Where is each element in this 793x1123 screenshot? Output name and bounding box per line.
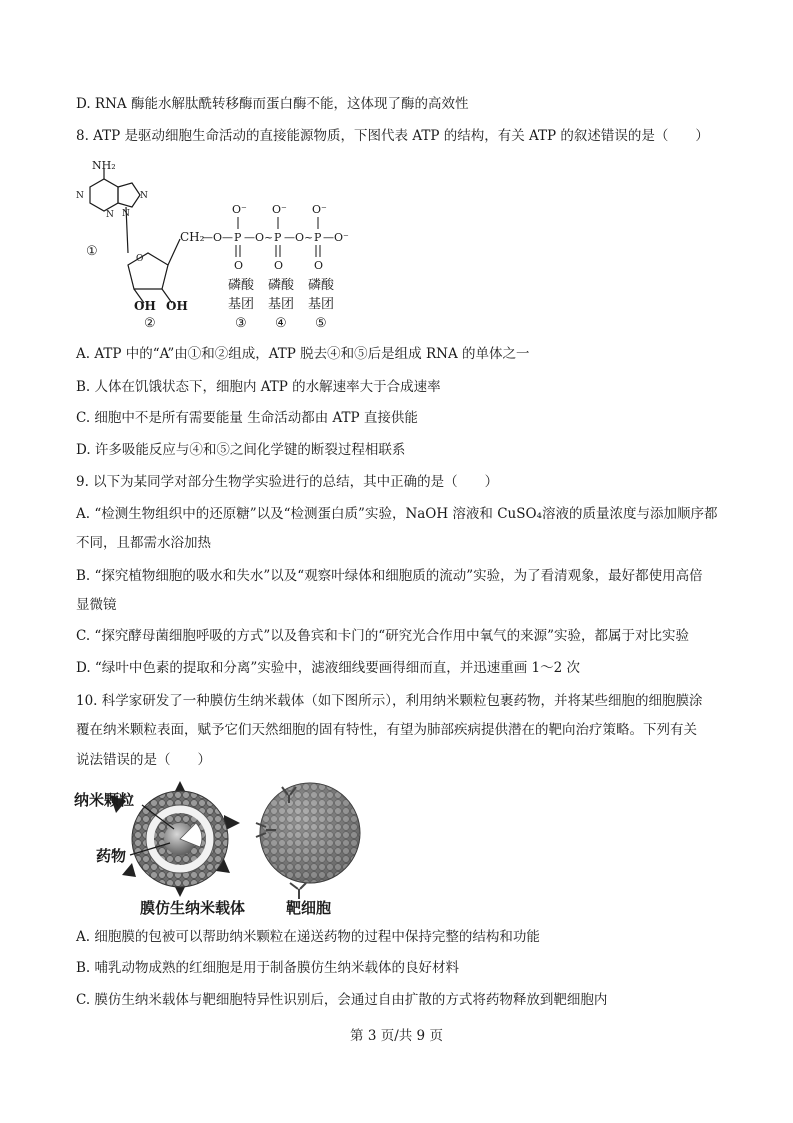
ribose-ring [128,239,180,303]
q10-option-b: B. 哺乳动物成熟的红细胞是用于制备膜仿生纳米载体的良好材料 [76,960,460,976]
q9-option-c: C. “探究酵母菌细胞呼吸的方式”以及鲁宾和卡门的“研究光合作用中氧气的来源”实验，都属于对比实验 [76,628,690,644]
q10-option-c: C. 膜仿生纳米载体与靶细胞特异性识别后，会通过自由扩散的方式将药物释放到靶细胞内 [76,992,608,1008]
svg-text:N: N [106,210,114,220]
nanoparticle-label: 纳米颗粒 [74,791,135,809]
oh-label-2: OH [166,299,188,313]
q9-option-d: D. “绿叶中色素的提取和分离”实验中，滤液细线要画得细而直，并迅速重画 1～2 次 [76,660,580,676]
svg-text:—O~: —O~ [244,231,274,244]
q9-stem: 9. 以下为某同学对部分生物学实验进行的总结，其中正确的是（ ） [76,474,499,490]
q8-option-d: D. 许多吸能反应与④和⑤之间化学键的断裂过程相联系 [76,442,406,458]
base-marker: ① [86,244,98,259]
svg-text:—O~: —O~ [284,231,314,244]
nh2-label: NH₂ [92,159,116,172]
q8-option-b: B. 人体在饥饿状态下，细胞内 ATP 的水解速率大于合成速率 [76,379,441,395]
svg-text:P: P [234,231,242,244]
svg-text:P: P [314,231,322,244]
q9-option-a-line2: 不同，且都需水浴加热 [76,535,211,551]
atp-structure-figure [70,155,390,335]
svg-text:N: N [140,191,148,201]
target-cell [256,783,360,899]
q10-stem-line3: 说法错误的是（ ） [76,752,211,768]
q9-option-b-line2: 显微镜 [76,597,117,613]
svg-text:O: O [274,259,284,272]
drug-label: 药物 [96,847,127,865]
phosphate-word-5a: 磷酸 [308,278,335,293]
phosphate-marker-3: ③ [235,316,247,331]
svg-text:—O⁻: —O⁻ [323,231,349,244]
q9-option-a-line1: A. “检测生物组织中的还原糖”以及“检测蛋白质”实验，NaOH 溶液和 CuSO₄溶液的质量浓度与添加顺序都 [76,506,718,522]
oh-label-1: OH [134,299,156,313]
q10-option-a: A. 细胞膜的包被可以帮助纳米颗粒在递送药物的过程中保持完整的结构和功能 [76,929,540,945]
ch2-label: CH₂ [180,230,205,244]
q8-option-a: A. ATP 中的“A”由①和②组成，ATP 脱去④和⑤后是组成 RNA 的单体之一 [76,346,530,362]
svg-text:O⁻: O⁻ [312,203,327,216]
q10-stem-line1: 10. 科学家研发了一种膜仿生纳米载体（如下图所示），利用纳米颗粒包裹药物，并将某些细胞的细胞膜涂 [76,693,703,709]
svg-text:O: O [136,254,144,264]
svg-text:N: N [122,209,130,219]
nanocarrier-figure [70,775,390,925]
q9-option-b-line1: B. “探究植物细胞的吸水和失水”以及“观察叶绿体和细胞质的流动”实验，为了看清观象，最好都使用高倍 [76,568,703,584]
phosphate-word-4b: 基团 [268,297,295,312]
q10-stem-line2: 覆在纳米颗粒表面，赋予它们天然细胞的固有特性，有望为肺部疾病提供潜在的靶向治疗策略。下列有关 [76,722,697,738]
phosphate-word-3a: 磷酸 [228,278,255,293]
svg-text:P: P [274,231,282,244]
phosphate-chain [202,203,349,272]
phosphate-word-4a: 磷酸 [268,278,295,293]
phosphate-word-3b: 基团 [228,297,255,312]
target-cell-label: 靶细胞 [286,899,332,917]
svg-text:N: N [76,191,84,201]
ribose-marker: ② [144,316,156,331]
svg-text:O⁻: O⁻ [272,203,287,216]
carrier-label: 膜仿生纳米载体 [140,899,246,917]
svg-text:O: O [234,259,244,272]
svg-text:—O—: —O— [202,231,234,244]
svg-text:O: O [314,259,324,272]
page-footer: 第 3 页/共 9 页 [350,1028,443,1044]
phosphate-marker-4: ④ [275,316,287,331]
adenine-ring [90,169,140,253]
phosphate-word-5b: 基团 [308,297,335,312]
phosphate-marker-5: ⑤ [315,316,327,331]
q7-option-d: D. RNA 酶能水解肽酰转移酶而蛋白酶不能，这体现了酶的高效性 [76,96,469,112]
q8-option-c: C. 细胞中不是所有需要能量 生命活动都由 ATP 直接供能 [76,410,418,426]
q8-stem: 8. ATP 是驱动细胞生命活动的直接能源物质，下图代表 ATP 的结构，有关 ATP 的叙述错误的是（ ） [76,128,709,144]
svg-text:O⁻: O⁻ [232,203,247,216]
